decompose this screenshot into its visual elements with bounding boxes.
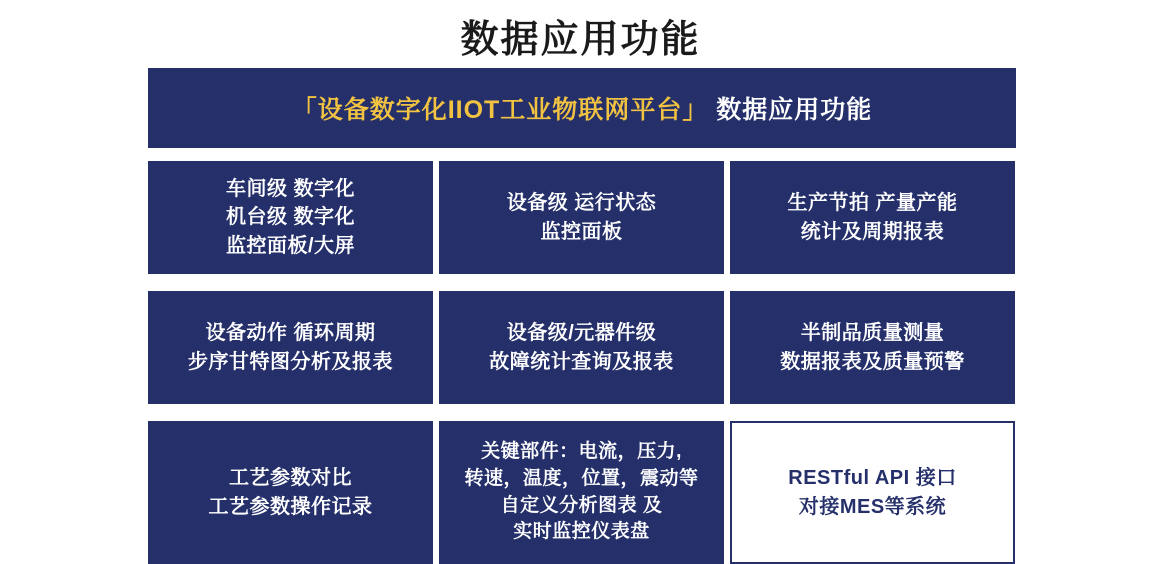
card-line: 实时监控仪表盘 [513, 521, 650, 543]
card-line: 生产节拍 产量产能 [787, 192, 958, 215]
feature-card-equipment-running-status[interactable] [439, 161, 724, 274]
feature-card-key-component-monitoring[interactable] [439, 421, 724, 564]
card-line: 车间级 数字化 [225, 177, 356, 200]
page-title: 数据应用功能 [460, 19, 701, 61]
card-line: 工艺参数操作记录 [208, 495, 373, 518]
card-line: 对接MES等系统 [798, 495, 947, 518]
banner-feature-name: 数据应用功能 [716, 96, 873, 124]
feature-card-fault-statistics[interactable] [439, 291, 724, 404]
platform-banner [148, 68, 1016, 148]
card-line: 设备级/元器件级 [506, 322, 657, 345]
card-line: 机台级 数字化 [225, 206, 356, 229]
card-line: 关键部件：电流，压力, [481, 440, 682, 462]
card-line: RESTful API 接口 [788, 467, 957, 490]
feature-card-semi-product-quality[interactable] [730, 291, 1015, 404]
feature-grid [148, 161, 1016, 564]
banner-text [292, 90, 873, 126]
feature-card-equipment-action-cycle[interactable] [148, 291, 433, 404]
feature-card-restful-api-interface[interactable] [730, 421, 1015, 564]
card-line: 故障统计查询及报表 [489, 350, 674, 373]
card-line: 设备级 运行状态 [506, 192, 657, 215]
feature-card-production-takt-capacity[interactable] [730, 161, 1015, 274]
card-line: 设备动作 循环周期 [205, 322, 376, 345]
banner-platform-name: 「设备数字化IIOT工业物联网平台」 [291, 96, 709, 124]
card-line: 步序甘特图分析及报表 [188, 350, 393, 373]
card-line: 转速，温度，位置，震动等 [464, 467, 699, 489]
card-line: 工艺参数对比 [229, 467, 352, 490]
card-line: 数据报表及质量预警 [780, 350, 965, 373]
card-line: 监控面板/大屏 [225, 234, 356, 257]
card-line: 统计及周期报表 [800, 220, 945, 243]
card-line: 自定义分析图表 及 [500, 494, 663, 516]
feature-card-workshop-digitalization[interactable] [148, 161, 433, 274]
card-line: 半制品质量测量 [800, 322, 945, 345]
feature-card-process-parameter-compare[interactable] [148, 421, 433, 564]
card-line: 监控面板 [540, 220, 623, 243]
